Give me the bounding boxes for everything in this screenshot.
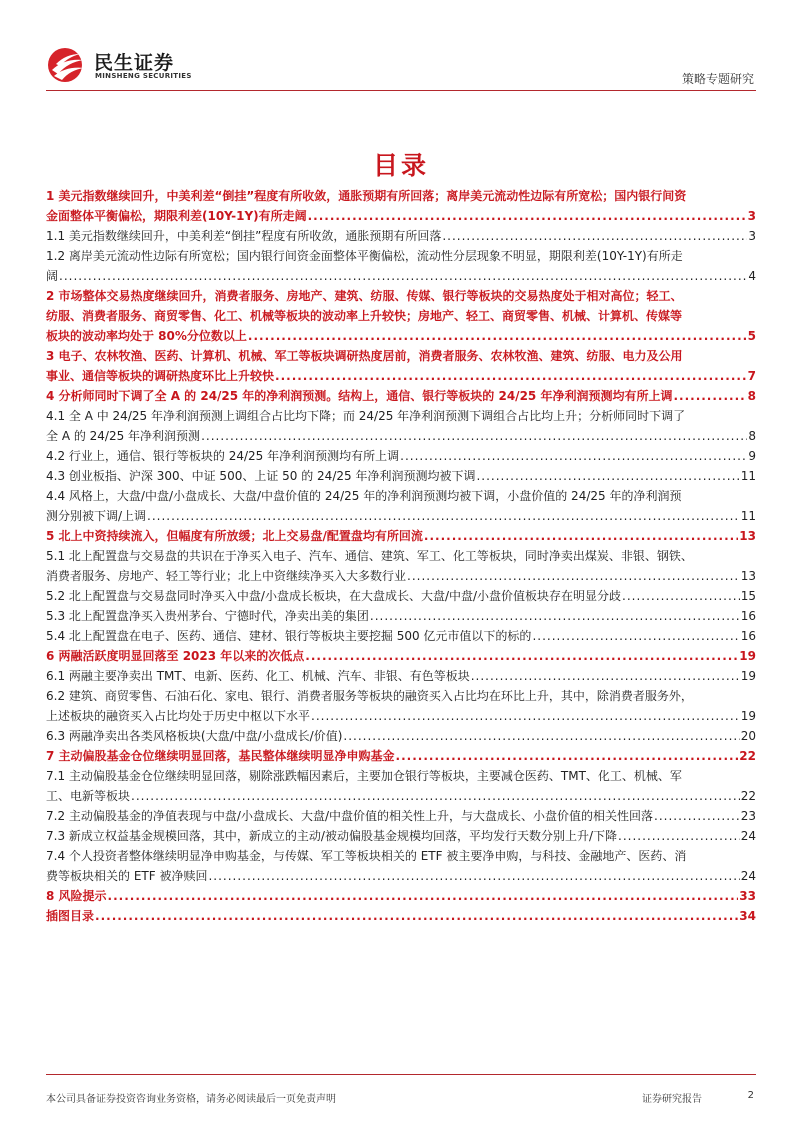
- toc-entry-text: 1 美元指数继续回升，中美利差“倒挂”程度有所收敛，通胀预期有所回落；离岸美元流动性边际有所宽松；国内银行间资: [46, 189, 687, 203]
- toc-leader-dots: [108, 886, 739, 906]
- toc-page-number: 3: [748, 229, 756, 243]
- toc-entry-text: 3 电子、农林牧渔、医药、计算机、机械、军工等板块调研热度居前，消费者服务、农林牧渔、建筑、纺服、电力及公用: [46, 349, 683, 363]
- toc-leader-dots: [396, 746, 739, 766]
- toc-leader-dots: [400, 446, 747, 466]
- toc-entry-text: 7.2 主动偏股基金的净值表现与中盘/小盘成长、大盘/中盘价值的相关性上升，与大盘成长、小盘价值的相关性回落: [46, 809, 653, 823]
- toc-entry-text: 4 分析师同时下调了全 A 的 24/25 年的净利润预测。结构上，通信、银行等板块的 24/25 年净利润预测均有所上调: [46, 389, 673, 403]
- toc-entry[interactable]: [46, 686, 756, 726]
- footer-page-number: 2: [747, 1090, 754, 1101]
- toc-entry-text: 阔: [46, 269, 59, 283]
- toc-page-number: 15: [740, 589, 756, 603]
- toc-entry-text: 5.1 北上配置盘与交易盘的共识在于净买入电子、汽车、通信、建筑、军工、化工等板块，同时净卖出煤炭、非银、钢铁、: [46, 549, 693, 563]
- toc-entry-text: 4.3 创业板指、沪深 300、中证 500、上证 50 的 24/25 年净利润预测均被下调: [46, 469, 476, 483]
- toc-leader-dots: [471, 666, 740, 686]
- toc-entry-text: 5.4 北上配置盘在电子、医药、通信、建材、银行等板块主要挖掘 500 亿元市值以下的标的: [46, 629, 532, 643]
- toc-entry-text: 插图目录: [46, 909, 95, 923]
- toc-page-number: 9: [748, 449, 756, 463]
- toc-page-number: 22: [740, 789, 756, 803]
- toc-entry-text: 5.3 北上配置盘净买入贵州茅台、宁德时代，净卖出美的集团: [46, 609, 369, 623]
- toc-entry-text: 8 风险提示: [46, 889, 107, 903]
- toc-leader-dots: [311, 706, 740, 726]
- toc-entry[interactable]: [46, 906, 756, 926]
- toc-entry[interactable]: [46, 346, 756, 386]
- toc-entry[interactable]: [46, 446, 756, 466]
- toc-entry-text: 纺服、消费者服务、商贸零售、化工、机械等板块的波动率上升较快；房地产、轻工、商贸零售、机械、计算机、传媒等: [46, 309, 683, 323]
- toc-leader-dots: [131, 786, 740, 806]
- toc-leader-dots: [275, 366, 747, 386]
- logo-chinese-name: 民生证券: [94, 52, 175, 74]
- toc-entry-text: 消费者服务、房地产、轻工等行业；北上中资继续净买入大多数行业: [46, 569, 407, 583]
- toc-leader-dots: [654, 806, 740, 826]
- toc-entry[interactable]: [46, 846, 756, 886]
- toc-entry-text: 4.4 风格上，大盘/中盘/小盘成长、大盘/中盘价值的 24/25 年的净利润预测均被下调，小盘价值的 24/25 年的净利润预: [46, 489, 682, 503]
- toc-entry-text: 事业、通信等板块的调研热度环比上升较快: [46, 369, 275, 383]
- toc-page-number: 16: [740, 609, 756, 623]
- toc-entry-text: 6.3 两融净卖出各类风格板块(大盘/中盘/小盘成长/价值): [46, 729, 343, 743]
- toc-entry[interactable]: [46, 466, 756, 486]
- toc-entry-text: 费等板块相关的 ETF 被净赎回: [46, 869, 208, 883]
- toc-page-number: 3: [747, 209, 756, 223]
- toc-page-number: 11: [740, 509, 756, 523]
- toc-page-number: 13: [739, 529, 756, 543]
- toc-leader-dots: [208, 866, 739, 886]
- toc-leader-dots: [532, 626, 739, 646]
- toc-page-number: 19: [740, 669, 756, 683]
- minsheng-logo-icon: [46, 46, 88, 84]
- toc-entry[interactable]: [46, 826, 756, 846]
- toc-entry-text: 测分别被下调/上调: [46, 509, 147, 523]
- toc-entry-text: 4.1 全 A 中 24/25 年净利润预测上调组合占比均下降；而 24/25 年净利润预测下调组合占比均上升；分析师同时下调了: [46, 409, 686, 423]
- toc-entry[interactable]: [46, 406, 756, 446]
- toc-entry-text: 全 A 的 24/25 年净利润预测: [46, 429, 201, 443]
- toc-entry-text: 1.2 离岸美元流动性边际有所宽松；国内银行间资金面整体平衡偏松，流动性分层现象不明显，期限利差(10Y-1Y)有所走: [46, 249, 683, 263]
- toc-leader-dots: [370, 606, 740, 626]
- toc-entry-text: 5 北上中资持续流入，但幅度有所放缓；北上交易盘/配置盘均有所回流: [46, 529, 423, 543]
- toc-page-number: 34: [739, 909, 756, 923]
- page-header: [0, 0, 802, 92]
- toc-page-number: 11: [740, 469, 756, 483]
- footer-divider: [46, 1074, 756, 1075]
- toc-leader-dots: [308, 206, 747, 226]
- toc-entry-text: 7.3 新成立权益基金规模回落，其中，新成立的主动/被动偏股基金规模均回落，平均发行天数分别上升/下降: [46, 829, 617, 843]
- toc-leader-dots: [201, 426, 747, 446]
- toc-page-number: 5: [747, 329, 756, 343]
- toc-entry-text: 7.4 个人投资者整体继续明显净申购基金，与传媒、军工等板块相关的 ETF 被主要净申购，与科技、金融地产、医药、消: [46, 849, 687, 863]
- toc-page-number: 23: [740, 809, 756, 823]
- toc-leader-dots: [147, 506, 740, 526]
- toc-title: 目录: [372, 151, 429, 180]
- toc-page-number: 33: [739, 889, 756, 903]
- toc-entry-text: 6.1 两融主要净卖出 TMT、电新、医药、化工、机械、汽车、非银、有色等板块: [46, 669, 470, 683]
- toc-entry[interactable]: [46, 726, 756, 746]
- toc-entry[interactable]: [46, 646, 756, 666]
- toc-page-number: 8: [748, 429, 756, 443]
- toc-leader-dots: [95, 906, 738, 926]
- toc-entry[interactable]: [46, 286, 756, 346]
- toc-leader-dots: [673, 386, 746, 406]
- toc-entry[interactable]: [46, 226, 756, 246]
- toc-entry-text: 板块的波动率均处于 80%分位数以上: [46, 329, 247, 343]
- toc-leader-dots: [407, 566, 740, 586]
- toc-entry-text: 7 主动偏股基金仓位继续明显回落，基民整体继续明显净申购基金: [46, 749, 395, 763]
- toc-page-number: 8: [747, 389, 756, 403]
- toc-entry[interactable]: [46, 246, 756, 286]
- toc-leader-dots: [59, 266, 747, 286]
- toc-page-number: 13: [740, 569, 756, 583]
- toc-entry-text: 4.2 行业上，通信、银行等板块的 24/25 年净利润预测均有所上调: [46, 449, 400, 463]
- toc-entry[interactable]: [46, 746, 756, 766]
- footer-report-kind: 证券研究报告: [642, 1094, 702, 1105]
- header-divider: [46, 90, 756, 91]
- toc-page-number: 19: [740, 709, 756, 723]
- toc-page-number: 7: [747, 369, 756, 383]
- footer-disclaimer: 本公司具备证券投资咨询业务资格，请务必阅读最后一页免责声明: [46, 1094, 336, 1105]
- logo-english-name: MINSHENG SECURITIES: [95, 72, 192, 80]
- toc-leader-dots: [343, 726, 739, 746]
- toc-entry-text: 工、电新等板块: [46, 789, 131, 803]
- toc-page-number: 16: [740, 629, 756, 643]
- toc-entry[interactable]: [46, 806, 756, 826]
- toc-leader-dots: [442, 226, 747, 246]
- toc-entry[interactable]: [46, 186, 756, 226]
- toc-leader-dots: [476, 466, 739, 486]
- toc-entry-text: 2 市场整体交易热度继续回升，消费者服务、房地产、建筑、纺服、传媒、银行等板块的交易热度处于相对高位；轻工、: [46, 289, 683, 303]
- toc-entry[interactable]: [46, 766, 756, 806]
- toc-entry[interactable]: [46, 666, 756, 686]
- toc-entry[interactable]: [46, 486, 756, 526]
- toc-entry-text: 5.2 北上配置盘与交易盘同时净买入中盘/小盘成长板块，在大盘成长、大盘/中盘/小盘价值板块存在明显分歧: [46, 589, 622, 603]
- toc-entry[interactable]: [46, 626, 756, 646]
- toc-entry[interactable]: [46, 386, 756, 406]
- toc-page-number: 22: [739, 749, 756, 763]
- toc-entry-text: 上述板块的融资买入占比均处于历史中枢以下水平: [46, 709, 311, 723]
- toc-entry[interactable]: [46, 886, 756, 906]
- toc-entry-text: 7.1 主动偏股基金仓位继续明显回落，剔除涨跌幅因素后，主要加仓银行等板块，主要减仓医药、TMT、化工、机械、军: [46, 769, 682, 783]
- toc-entry[interactable]: [46, 586, 756, 606]
- toc-leader-dots: [305, 646, 738, 666]
- toc-page-number: 24: [740, 869, 756, 883]
- toc-entry-text: 6 两融活跃度明显回落至 2023 年以来的次低点: [46, 649, 305, 663]
- toc-leader-dots: [424, 526, 738, 546]
- toc-entry[interactable]: [46, 526, 756, 546]
- toc-entry-text: 金面整体平衡偏松，期限利差(10Y-1Y)有所走阔: [46, 209, 307, 223]
- toc-page-number: 19: [739, 649, 756, 663]
- toc-entry[interactable]: [46, 546, 756, 586]
- table-of-contents: [46, 186, 756, 926]
- toc-entry-text: 6.2 建筑、商贸零售、石油石化、家电、银行、消费者服务等板块的融资买入占比均在环比上升，其中，除消费者服务外，: [46, 689, 693, 703]
- toc-leader-dots: [622, 586, 740, 606]
- toc-page-number: 4: [748, 269, 756, 283]
- toc-entry-text: 1.1 美元指数继续回升，中美利差“倒挂”程度有所收敛，通胀预期有所回落: [46, 229, 442, 243]
- toc-leader-dots: [618, 826, 740, 846]
- toc-leader-dots: [248, 326, 747, 346]
- report-type-label: 策略专题研究: [681, 72, 754, 86]
- toc-page-number: 24: [740, 829, 756, 843]
- toc-page-number: 20: [740, 729, 756, 743]
- toc-entry[interactable]: [46, 606, 756, 626]
